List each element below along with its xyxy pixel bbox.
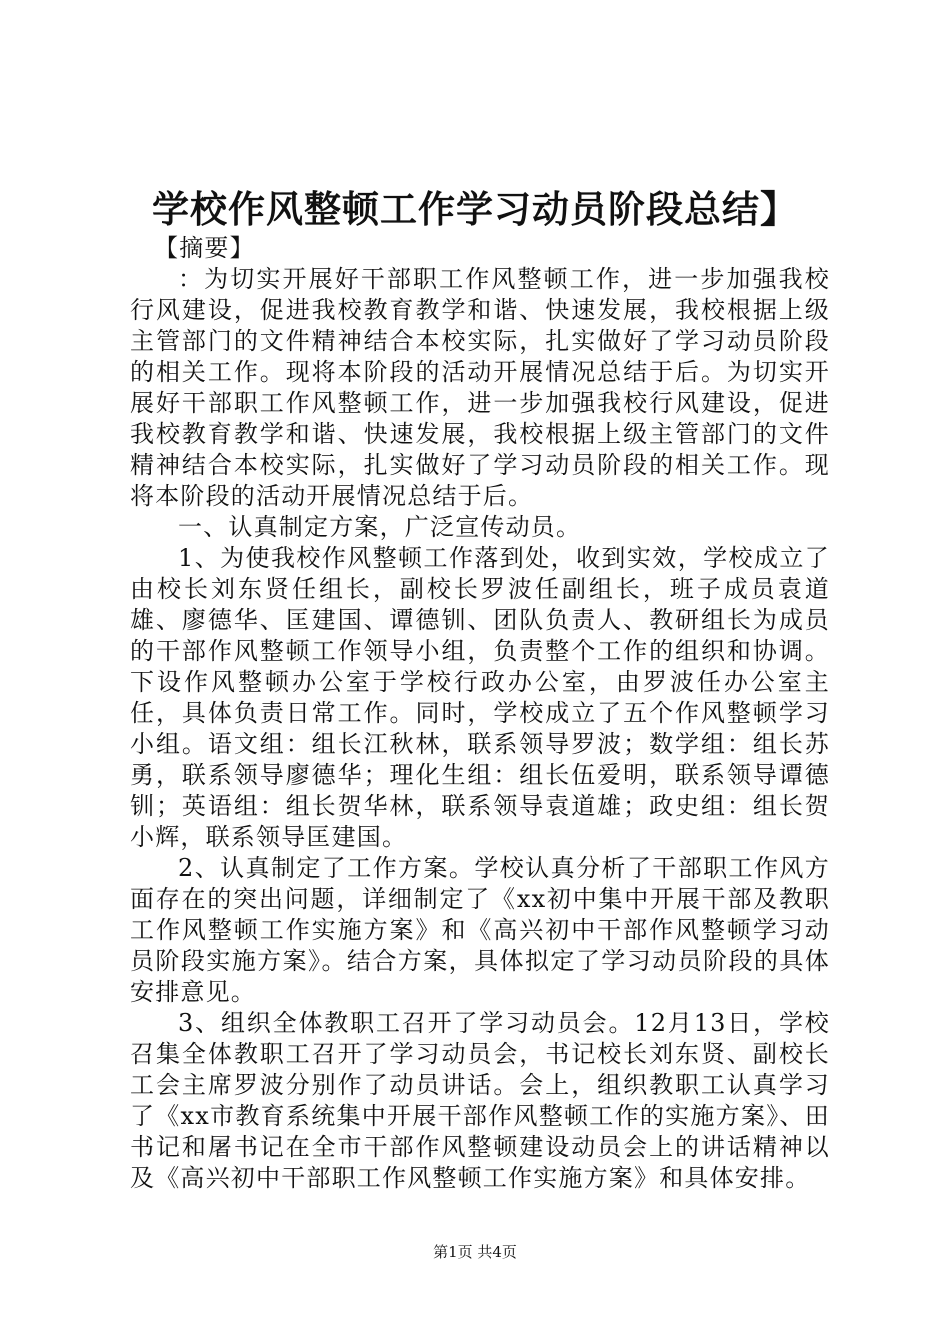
document-body: [130, 233, 830, 1194]
abstract-heading: 【摘要】: [154, 234, 255, 262]
paragraph-item-1: 1、为使我校作风整顿工作落到处，收到实效，学校成立了由校长刘东贤任组长，副校长罗波任副组长，班子成员袁道雄、廖德华、匡建国、谭德钏、团队负责人、教研组长为成员的干部作风整顿工作领导小组，负责整个工作的组织和协调。下设作风整顿办公室于学校行政办公室，由罗波任办公室主任，具体负责日常工作。同时，学校成立了五个作风整顿学习小组。语文组：组长江秋林，联系领导罗波；数学组：组长苏勇，联系领导廖德华；理化生组：组长伍爱明，联系领导谭德钏；英语组：组长贺华林，联系领导袁道雄；政史组：组长贺小辉，联系领导匡建国。: [130, 544, 830, 851]
section-heading: 一、认真制定方案，广泛宣传动员。: [178, 513, 582, 541]
paragraph-item-2: 2、认真制定了工作方案。学校认真分析了干部职工作风方面存在的突出问题，详细制定了《xx初中集中开展干部及教职工作风整顿工作实施方案》和《高兴初中干部作风整顿学习动员阶段实施方案》。结合方案，具体拟定了学习动员阶段的具体安排意见。: [130, 854, 830, 1006]
page-footer: 第1页 共4页: [433, 1243, 517, 1261]
document-title: 学校作风整顿工作学习动员阶段总结】: [152, 187, 798, 231]
paragraph-intro: ：为切实开展好干部职工作风整顿工作，进一步加强我校行风建设，促进我校教育教学和谐、快速发展，我校根据上级主管部门的文件精神结合本校实际，扎实做好了学习动员阶段的相关工作。现将本阶段的活动开展情况总结于后。为切实开展好干部职工作风整顿工作，进一步加强我校行风建设，促进我校教育教学和谐、快速发展，我校根据上级主管部门的文件精神结合本校实际，扎实做好了学习动员阶段的相关工作。现将本阶段的活动开展情况总结于后。: [130, 265, 830, 510]
paragraph-item-3: 3、组织全体教职工召开了学习动员会。12月13日，学校召集全体教职工召开了学习动员会，书记校长刘东贤、副校长工会主席罗波分别作了动员讲话。会上，组织教职工认真学习了《xx市教育系统集中开展干部作风整顿工作的实施方案》、田书记和屠书记在全市干部作风整顿建设动员会上的讲话精神以及《高兴初中干部职工作风整顿工作实施方案》和具体安排。: [130, 1009, 830, 1192]
